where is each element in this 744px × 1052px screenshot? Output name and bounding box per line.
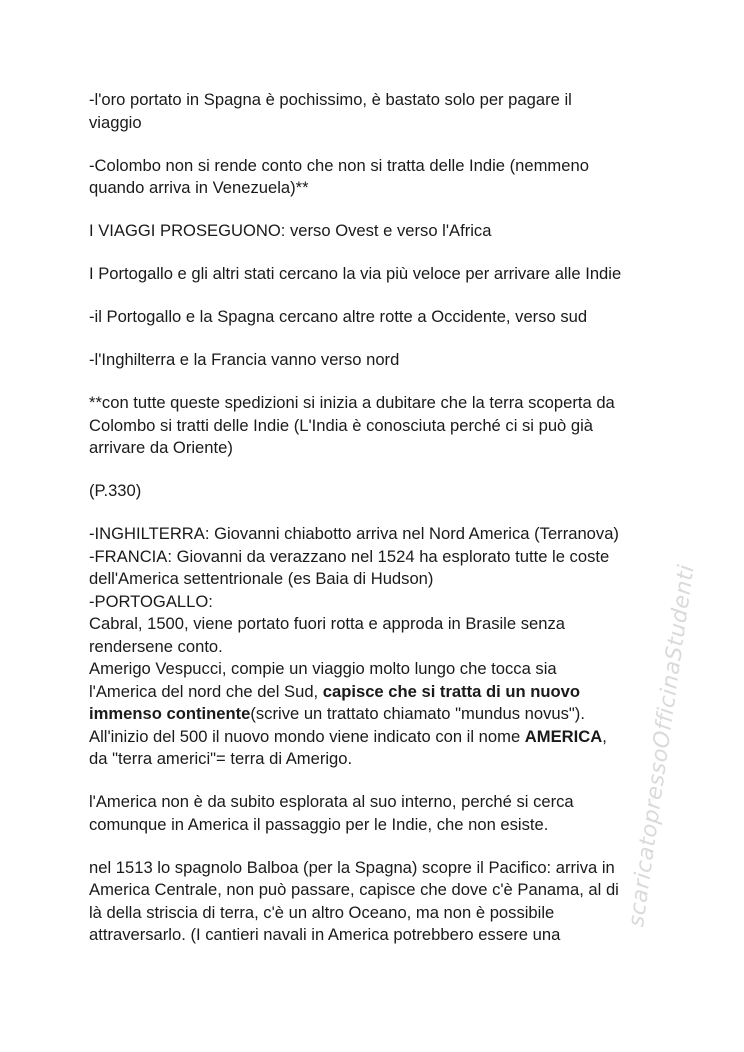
text-line [89, 263, 669, 286]
watermark-text: scaricatopressoOfficinaStudenti [624, 562, 700, 929]
text-segment: I VIAGGI PROSEGUONO: verso Ovest e verso l'Africa [89, 221, 492, 240]
text-line [89, 658, 669, 681]
text-line [89, 523, 669, 546]
text-line [89, 613, 669, 636]
text-line [89, 924, 669, 947]
paragraph [89, 349, 669, 372]
text-segment: All'inizio del 500 il nuovo mondo viene indicato con il nome [89, 726, 525, 746]
text-segment: , [602, 726, 607, 746]
text-segment: -Colombo non si rende conto che non si tratta delle Indie (nemmeno [89, 155, 589, 175]
text-line [89, 879, 669, 902]
paragraph [89, 155, 669, 200]
text-segment: -PORTOGALLO: [89, 591, 213, 611]
text-line [89, 349, 669, 372]
text-line [89, 857, 669, 880]
text-segment: rendersene conto. [89, 636, 223, 656]
text-line [89, 480, 669, 503]
text-line [89, 902, 669, 925]
text-segment: comunque in America il passaggio per le Indie, che non esiste. [89, 814, 549, 834]
text-segment: -l'Inghilterra e la Francia vanno verso nord [89, 350, 400, 369]
text-line [89, 415, 669, 438]
text-segment: -INGHILTERRA: Giovanni chiabotto arriva nel Nord America (Terranova) [89, 524, 619, 543]
paragraph [89, 89, 669, 134]
text-line [89, 220, 669, 243]
text-segment: Colombo si tratti delle Indie (L'India è conosciuta perché ci si può già [89, 415, 594, 435]
text-line [89, 568, 669, 591]
text-line [89, 703, 669, 726]
text-line [89, 748, 669, 771]
document-page [89, 89, 669, 967]
bold-text-segment: immenso continente [89, 704, 251, 723]
text-segment: l'America non è da subito esplorata al suo interno, perché si cerca [89, 792, 574, 811]
text-line [89, 112, 669, 135]
text-segment: America Centrale, non può passare, capisce che dove c'è Panama, al di [89, 880, 619, 899]
text-segment: **con tutte queste spedizioni si inizia a dubitare che la terra scoperta da [89, 393, 615, 412]
text-line [89, 177, 669, 200]
text-segment: nel 1513 lo spagnolo Balboa (per la Spagna) scopre il Pacifico: arriva in [89, 857, 615, 877]
text-segment: (scrive un trattato chiamato "mundus novus"). [250, 704, 585, 723]
text-line [89, 546, 669, 569]
text-line [89, 392, 669, 415]
text-segment: attraversarlo. (I cantieri navali in America potrebbero essere una [89, 925, 561, 944]
paragraph [89, 791, 669, 836]
text-line [89, 155, 669, 178]
text-line [89, 306, 669, 329]
text-line [89, 791, 669, 814]
text-line [89, 636, 669, 659]
text-line [89, 681, 669, 704]
paragraph [89, 392, 669, 460]
text-segment: (P.330) [89, 481, 142, 500]
text-line [89, 437, 669, 460]
text-line [89, 726, 669, 749]
paragraph [89, 306, 669, 329]
bold-text-segment: capisce che si tratta di un nuovo [322, 681, 581, 701]
text-line [89, 814, 669, 837]
text-segment: l'America del nord che del Sud, [89, 681, 323, 701]
paragraph [89, 263, 669, 286]
bold-text-segment: AMERICA [524, 726, 603, 746]
text-segment: Amerigo Vespucci, compie un viaggio molto lungo che tocca sia [89, 659, 557, 678]
paragraph [89, 523, 669, 771]
paragraph [89, 220, 669, 243]
text-line [89, 591, 669, 614]
text-segment: da "terra americi"= terra di Amerigo. [89, 749, 353, 768]
paragraph [89, 480, 669, 503]
paragraph [89, 857, 669, 947]
text-segment: -l'oro portato in Spagna è pochissimo, è bastato solo per pagare il [89, 90, 572, 109]
text-line [89, 89, 669, 112]
text-segment: arrivare da Oriente) [89, 438, 233, 457]
text-segment: dell'America settentrionale (es Baia di Hudson) [89, 569, 434, 588]
text-segment: viaggio [89, 112, 142, 132]
text-segment: -FRANCIA: Giovanni da verazzano nel 1524 ha esplorato tutte le coste [89, 546, 610, 566]
text-segment: Cabral, 1500, viene portato fuori rotta e approda in Brasile senza [89, 614, 565, 633]
text-segment: I Portogallo e gli altri stati cercano la via più veloce per arrivare alle Indie [89, 264, 622, 283]
text-segment: quando arriva in Venezuela)** [89, 178, 309, 197]
text-segment: -il Portogallo e la Spagna cercano altre rotte a Occidente, verso sud [89, 307, 588, 326]
text-segment: là della striscia di terra, c'è un altro Oceano, ma non è possibile [89, 902, 555, 922]
